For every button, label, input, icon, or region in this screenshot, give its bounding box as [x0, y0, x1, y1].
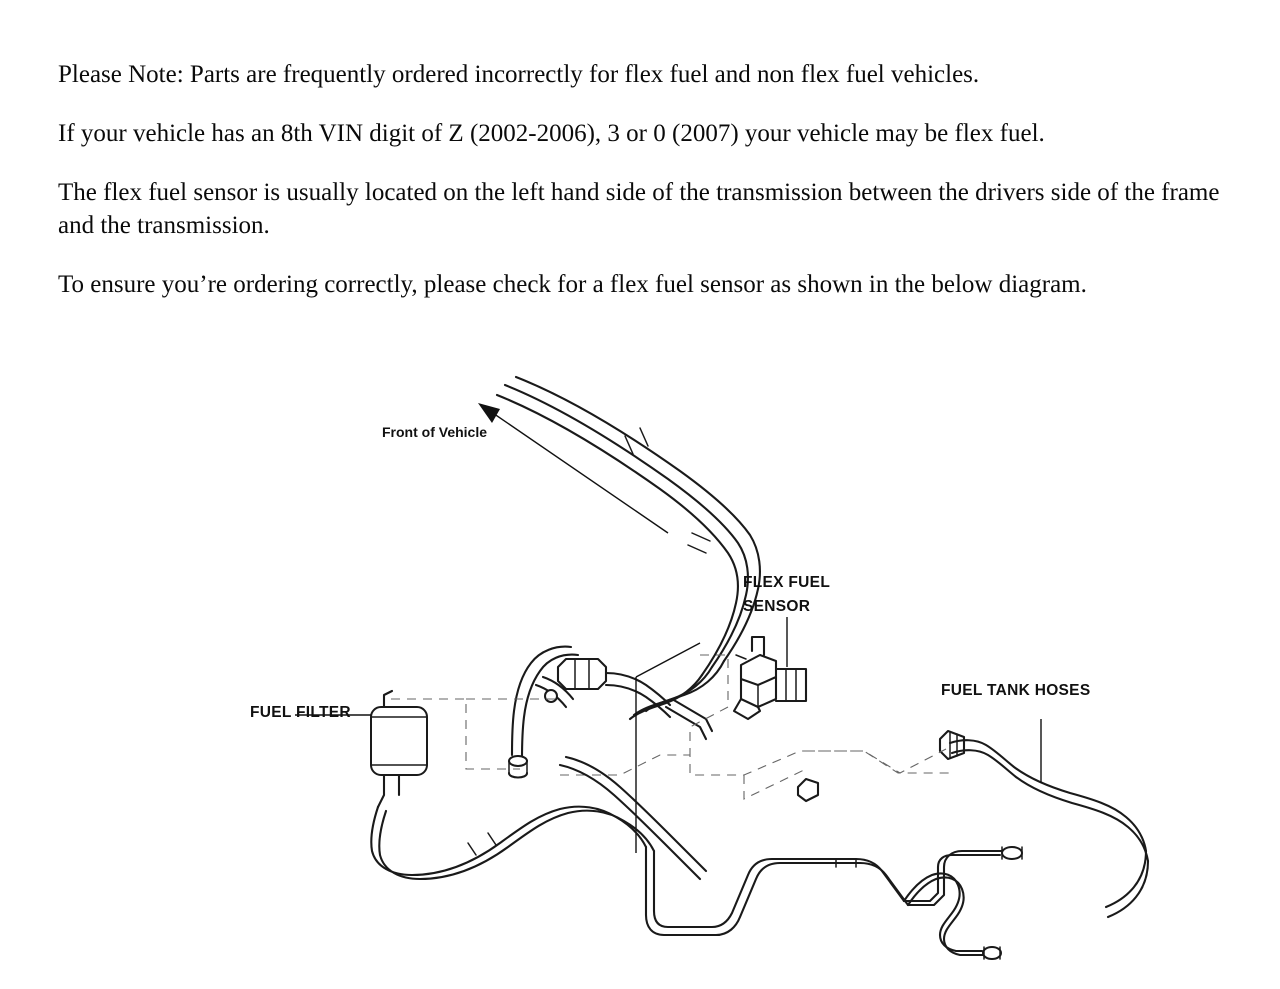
label-fuel-tank-hoses: FUEL TANK HOSES: [941, 682, 1091, 699]
line-fittings: [468, 779, 856, 867]
fuel-tank-hoses: [806, 731, 1148, 917]
front-of-vehicle-arrow: [478, 403, 668, 533]
lower-right-hose: [904, 873, 1001, 959]
fuel-line-diagram: [0, 355, 1280, 985]
notice-line-4: To ensure you’re ordering correctly, please check for a flex fuel sensor as shown in the below diagram.: [58, 271, 1087, 298]
upper-fuel-lines: [497, 377, 760, 675]
fuel-filter: [371, 691, 427, 807]
notice-line-3: The flex fuel sensor is usually located on the left hand side of the transmission between the drivers side of the frame and the transmission.: [58, 179, 1220, 239]
mid-junction-lines: [509, 647, 724, 778]
frame-ghost-outline: [391, 655, 950, 799]
label-flex-fuel-sensor-line1: FLEX FUEL: [743, 574, 831, 591]
label-front-of-vehicle: Front of Vehicle: [382, 424, 488, 440]
lower-fuel-lines: [371, 757, 1022, 935]
notice-line-1: Please Note: Parts are frequently ordered incorrectly for flex fuel and non flex fuel vehicles.: [58, 61, 980, 88]
flex-fuel-sensor: [734, 637, 806, 719]
notice-line-2: If your vehicle has an 8th VIN digit of Z (2002-2006), 3 or 0 (2007) your vehicle may be flex fuel.: [58, 120, 1045, 147]
label-flex-fuel-sensor-line2: SENSOR: [743, 598, 811, 615]
notice-text-block: [58, 58, 1263, 327]
label-fuel-filter: FUEL FILTER: [250, 704, 351, 721]
